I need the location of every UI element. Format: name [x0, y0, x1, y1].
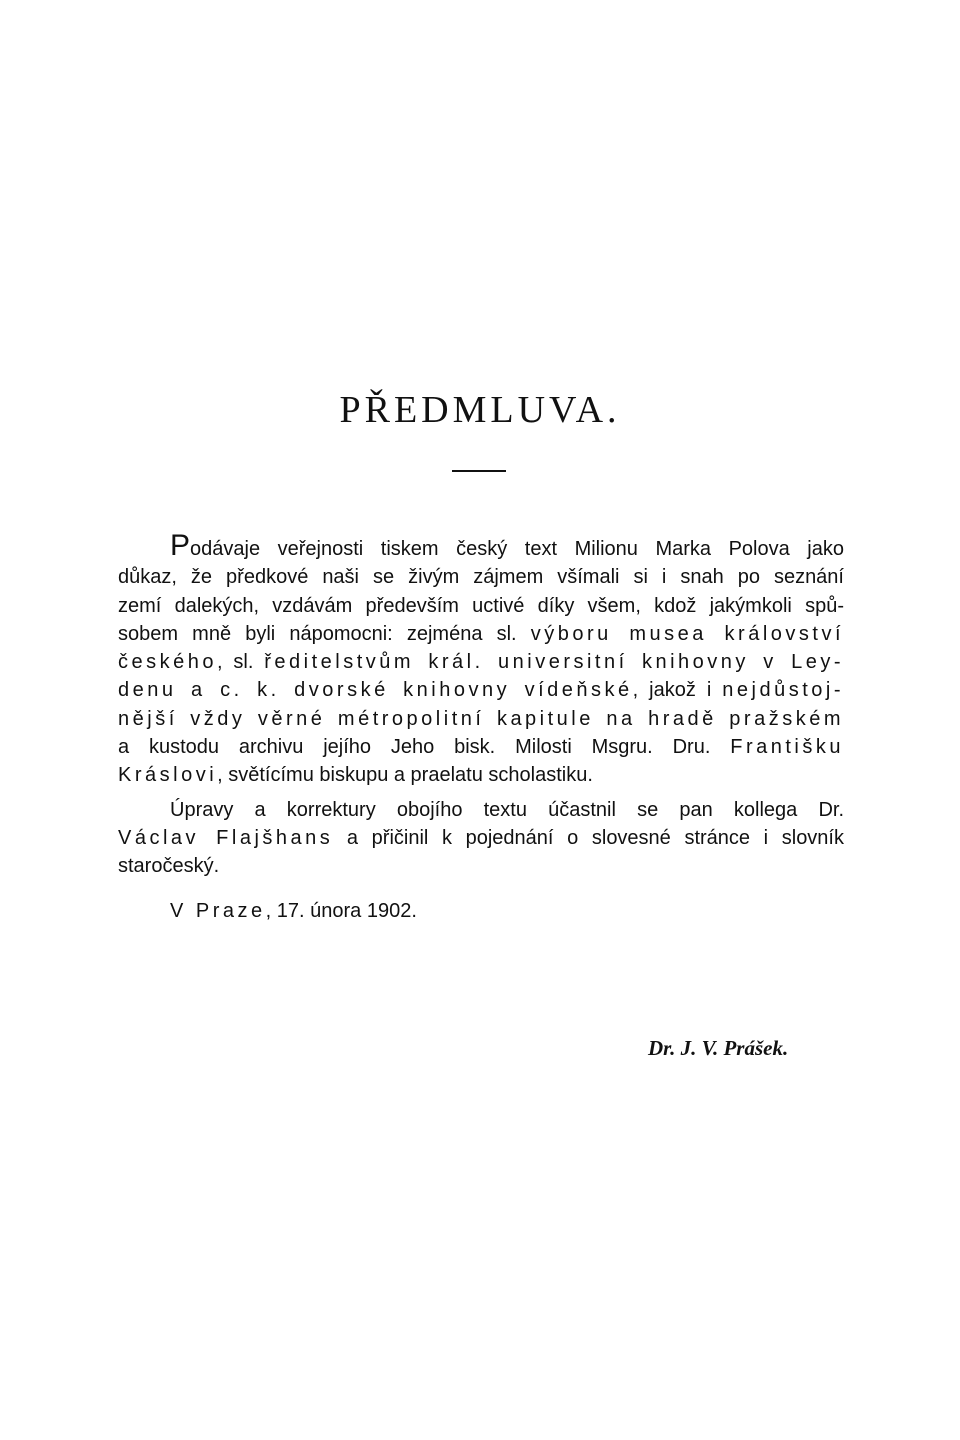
spaced-text-segment: Kráslovi: [118, 764, 218, 787]
text-line: [118, 648, 844, 676]
date-text: , 17. února 1902.: [265, 900, 417, 922]
spaced-text-segment: nejdůstoj-: [722, 679, 844, 702]
text-segment: , jakož i: [632, 679, 723, 702]
preface-body: [118, 529, 845, 881]
spaced-text-segment: Václav Flajšhans: [118, 826, 334, 849]
text-line: [118, 620, 844, 648]
page-title: PŘEDMLUVA.: [339, 389, 621, 431]
text-segment: sobem mně byli nápomocni: zejména sl.: [118, 622, 531, 645]
place-and-date: [170, 900, 417, 923]
drop-cap: P: [170, 529, 191, 562]
paragraph-1: [118, 529, 845, 790]
text-line: [118, 705, 844, 733]
text-segment: staročeský.: [118, 855, 220, 878]
text-segment: zemí dalekých, vzdávám především uctivé díky všem, kdož jakýmkoli spů-: [118, 594, 844, 617]
text-segment: důkaz, že předkové naši se živým zájmem všímali si i snah po seznání: [118, 566, 844, 589]
spaced-text-segment: Františku: [730, 736, 844, 759]
text-segment: Úpravy a korrektury obojího textu účastnil se pan kollega Dr.: [170, 798, 844, 821]
text-line: [118, 676, 844, 704]
text-segment: , sl.: [217, 651, 265, 674]
paragraph-2: [118, 796, 844, 881]
text-line: [118, 796, 844, 824]
text-line: [118, 529, 844, 563]
text-segment: a kustodu archivu jejího Jeho bisk. Milosti Msgru. Dru.: [118, 736, 731, 759]
text-segment: odávaje veřejnosti tiskem český text Milionu Marka Polova jako: [190, 538, 844, 560]
place-name: V Praze: [170, 900, 266, 922]
spaced-text-segment: denu a c. k. dvorské knihovny vídeňské: [118, 679, 633, 702]
text-segment: , světícímu biskupu a praelatu scholastiku.: [217, 764, 593, 787]
text-line: [118, 563, 844, 591]
spaced-text-segment: ředitelstvům král. universitní knihovny v Ley-: [264, 651, 845, 674]
title-divider: [452, 470, 506, 472]
text-segment: a přičinil k pojednání o slovesné stránce i slovník: [333, 826, 844, 849]
text-line: [118, 852, 844, 880]
text-line: [118, 761, 844, 789]
spaced-text-segment: nější vždy věrné métropolitní kapitule na hradě pražském: [118, 707, 844, 730]
text-line: [118, 733, 844, 761]
spaced-text-segment: českého: [118, 651, 217, 674]
text-line: [118, 592, 844, 620]
spaced-text-segment: výboru musea království: [530, 622, 844, 645]
author-signature: Dr. J. V. Prášek.: [648, 1036, 789, 1060]
text-line: [118, 824, 844, 852]
